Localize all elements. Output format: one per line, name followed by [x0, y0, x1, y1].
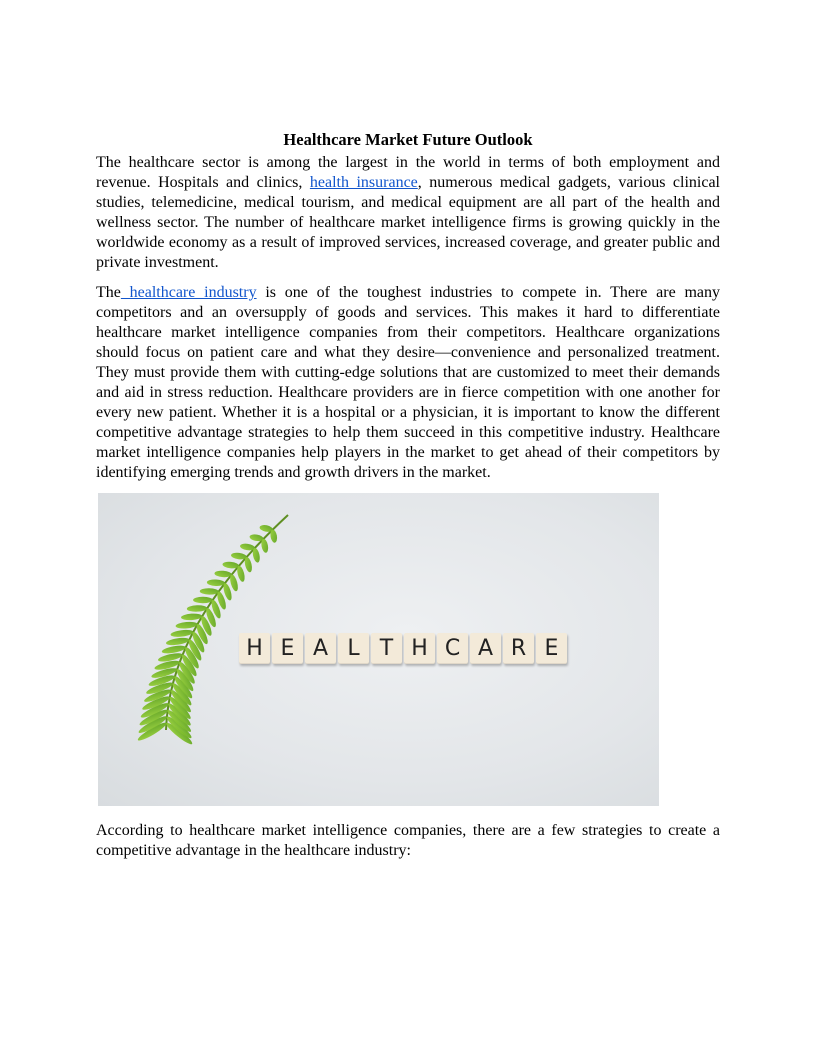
- industry-paragraph: [96, 283, 720, 483]
- letter-tile: T: [371, 633, 402, 664]
- healthcare-photo: [98, 493, 659, 806]
- document-page: [96, 130, 720, 871]
- healthcare-letter-tiles: [239, 633, 567, 665]
- letter-tile: R: [503, 633, 534, 664]
- letter-tile: L: [338, 633, 369, 664]
- industry-text-end: is one of the toughest industries to compete in. There are many competitors and an oversupply of goods and services. This makes it hard to differentiate healthcare market intelligence companies from their competitors. Healthcare organizations should focus on patient care and what they desire—convenience and personalized treatment. They must provide them with cutting-edge solutions that are customized to meet their demands and aid in stress reduction. Healthcare providers are in fierce competition with one another for every new patient. Whether it is a hospital or a physician, it is important to know the different competitive advantage strategies to help them succeed in this competitive industry. Healthcare market intelligence companies help players in the market to get ahead of their competitors by identifying emerging trends and growth drivers in the market.: [96, 284, 721, 481]
- intro-paragraph: [96, 153, 720, 273]
- letter-tile: A: [470, 633, 501, 664]
- letter-tile: E: [536, 633, 567, 664]
- letter-tile: A: [305, 633, 336, 664]
- health-insurance-link[interactable]: health insurance: [309, 174, 418, 191]
- industry-text-start: The: [96, 284, 121, 301]
- page-title: Healthcare Market Future Outlook: [283, 130, 533, 149]
- healthcare-industry-link[interactable]: healthcare industry: [120, 284, 257, 301]
- intro-text-start: The healthcare sector is among the largest in the world in terms of both employment and revenue. Hospitals and clinics,: [96, 154, 720, 191]
- intro-text-end: , numerous medical gadgets, various clinical studies, telemedicine, medical tourism, and medical equipment are all part of the health and wellness sector. The number of healthcare market intelligence firms is growing quickly in the worldwide economy as a result of improved services, increased coverage, and greater public and private investment.: [96, 174, 721, 271]
- strategies-paragraph: According to healthcare market intelligence companies, there are a few strategies to create a competitive advantage in the healthcare industry:: [96, 822, 720, 859]
- letter-tile: E: [272, 633, 303, 664]
- letter-tile: H: [404, 633, 435, 664]
- letter-tile: C: [437, 633, 468, 664]
- letter-tile: H: [239, 633, 270, 664]
